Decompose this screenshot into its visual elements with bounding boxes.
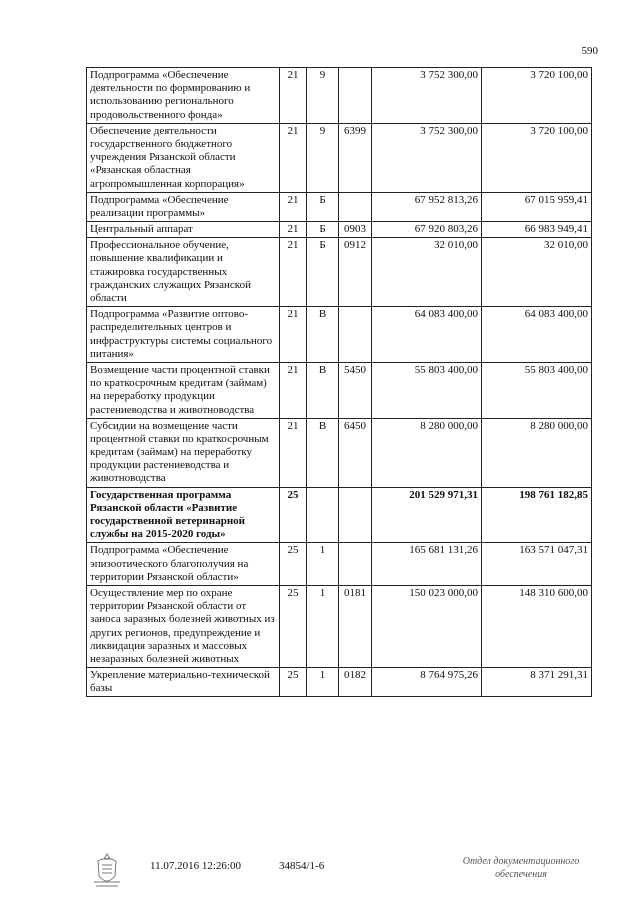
row-code-c-cell — [339, 543, 372, 586]
row-code-b-cell: 1 — [307, 668, 339, 697]
row-amount-2-cell: 198 761 182,85 — [482, 487, 592, 543]
row-code-a-cell: 21 — [280, 362, 307, 418]
row-code-a-cell: 21 — [280, 418, 307, 487]
row-amount-2-cell: 32 010,00 — [482, 238, 592, 307]
row-amount-1-cell: 3 752 300,00 — [372, 123, 482, 192]
page-number: 590 — [581, 45, 598, 57]
row-name-cell: Укрепление материально-технической базы — [87, 668, 280, 697]
row-code-c-cell: 0912 — [339, 238, 372, 307]
row-code-b-cell: Б — [307, 238, 339, 307]
table-row — [87, 585, 592, 667]
row-code-c-cell: 0181 — [339, 585, 372, 667]
row-code-a-cell: 25 — [280, 668, 307, 697]
table-row — [87, 543, 592, 586]
row-amount-1-cell: 55 803 400,00 — [372, 362, 482, 418]
row-code-c-cell — [339, 307, 372, 363]
row-code-c-cell: 5450 — [339, 362, 372, 418]
row-amount-2-cell: 66 983 949,41 — [482, 222, 592, 238]
row-amount-1-cell: 8 280 000,00 — [372, 418, 482, 487]
row-code-a-cell: 21 — [280, 307, 307, 363]
row-name-cell: Подпрограмма «Обеспечение деятельности по формированию и использованию регионального продовольственного фонда» — [87, 68, 280, 124]
row-code-a-cell: 21 — [280, 123, 307, 192]
row-amount-1-cell: 67 952 813,26 — [372, 192, 482, 221]
row-code-b-cell: В — [307, 307, 339, 363]
row-code-c-cell — [339, 68, 372, 124]
row-name-cell: Осуществление мер по охране территории Рязанской области от заноса заразных болезней животных из других регионов, предупреждение и ликвидация заразных и массовых незаразных болезней животных — [87, 585, 280, 667]
row-amount-2-cell: 8 371 291,31 — [482, 668, 592, 697]
row-code-b-cell: 1 — [307, 585, 339, 667]
row-code-a-cell: 25 — [280, 585, 307, 667]
row-amount-2-cell: 3 720 100,00 — [482, 68, 592, 124]
table-row — [87, 668, 592, 697]
row-amount-1-cell: 165 681 131,26 — [372, 543, 482, 586]
department-stamp — [446, 856, 596, 881]
table-row — [87, 222, 592, 238]
row-name-cell: Подпрограмма «Развитие оптово-распределительных центров и инфраструктуры системы социального питания» — [87, 307, 280, 363]
row-amount-1-cell: 150 023 000,00 — [372, 585, 482, 667]
row-code-c-cell: 6399 — [339, 123, 372, 192]
row-code-b-cell: Б — [307, 222, 339, 238]
row-name-cell: Подпрограмма «Обеспечение реализации программы» — [87, 192, 280, 221]
table-row — [87, 362, 592, 418]
row-code-c-cell: 6450 — [339, 418, 372, 487]
row-code-b-cell: 1 — [307, 543, 339, 586]
row-code-a-cell: 21 — [280, 238, 307, 307]
row-name-cell: Государственная программа Рязанской области «Развитие государственной ветеринарной службы на 2015-2020 годы» — [87, 487, 280, 543]
row-code-c-cell: 0182 — [339, 668, 372, 697]
row-amount-1-cell: 3 752 300,00 — [372, 68, 482, 124]
budget-table-body — [87, 68, 592, 697]
table-row — [87, 123, 592, 192]
row-code-b-cell: В — [307, 418, 339, 487]
row-code-b-cell: В — [307, 362, 339, 418]
row-name-cell: Подпрограмма «Обеспечение эпизоотического благополучия на территории Рязанской области» — [87, 543, 280, 586]
table-row — [87, 307, 592, 363]
row-code-c-cell — [339, 192, 372, 221]
row-code-a-cell: 25 — [280, 487, 307, 543]
row-amount-1-cell: 8 764 975,26 — [372, 668, 482, 697]
row-code-b-cell: 9 — [307, 123, 339, 192]
row-amount-1-cell: 64 083 400,00 — [372, 307, 482, 363]
row-amount-2-cell: 67 015 959,41 — [482, 192, 592, 221]
row-amount-2-cell: 55 803 400,00 — [482, 362, 592, 418]
table-row — [87, 192, 592, 221]
row-name-cell: Субсидии на возмещение части процентной ставки по краткосрочным кредитам (займам) на переработку продукции растениеводства и животноводства — [87, 418, 280, 487]
row-code-b-cell — [307, 487, 339, 543]
stamp-line-2: обеспечения — [495, 868, 547, 880]
table-row — [87, 68, 592, 124]
row-code-a-cell: 21 — [280, 192, 307, 221]
row-code-b-cell: Б — [307, 192, 339, 221]
row-amount-2-cell: 64 083 400,00 — [482, 307, 592, 363]
row-amount-2-cell: 8 280 000,00 — [482, 418, 592, 487]
row-amount-1-cell: 32 010,00 — [372, 238, 482, 307]
row-amount-2-cell: 3 720 100,00 — [482, 123, 592, 192]
row-amount-2-cell: 163 571 047,31 — [482, 543, 592, 586]
budget-table — [86, 67, 592, 697]
row-amount-1-cell: 201 529 971,31 — [372, 487, 482, 543]
footer-datetime: 11.07.2016 12:26:00 — [150, 860, 241, 872]
coat-of-arms-emblem — [90, 852, 124, 890]
row-name-cell: Профессиональное обучение, повышение квалификации и стажировка государственных гражданских служащих Рязанской области — [87, 238, 280, 307]
table-row — [87, 238, 592, 307]
table-row — [87, 418, 592, 487]
row-name-cell: Центральный аппарат — [87, 222, 280, 238]
row-name-cell: Обеспечение деятельности государственного бюджетного учреждения Рязанской области «Рязанская областная агропромышленная корпорация» — [87, 123, 280, 192]
footer-doc-number: 34854/1-6 — [279, 860, 325, 872]
row-amount-2-cell: 148 310 600,00 — [482, 585, 592, 667]
row-amount-1-cell: 67 920 803,26 — [372, 222, 482, 238]
row-name-cell: Возмещение части процентной ставки по краткосрочным кредитам (займам) на переработку продукции растениеводства и животноводства — [87, 362, 280, 418]
row-code-a-cell: 21 — [280, 68, 307, 124]
row-code-a-cell: 25 — [280, 543, 307, 586]
row-code-c-cell — [339, 487, 372, 543]
table-row — [87, 487, 592, 543]
row-code-b-cell: 9 — [307, 68, 339, 124]
row-code-a-cell: 21 — [280, 222, 307, 238]
row-code-c-cell: 0903 — [339, 222, 372, 238]
stamp-line-1: Отдел документационного — [462, 856, 580, 867]
